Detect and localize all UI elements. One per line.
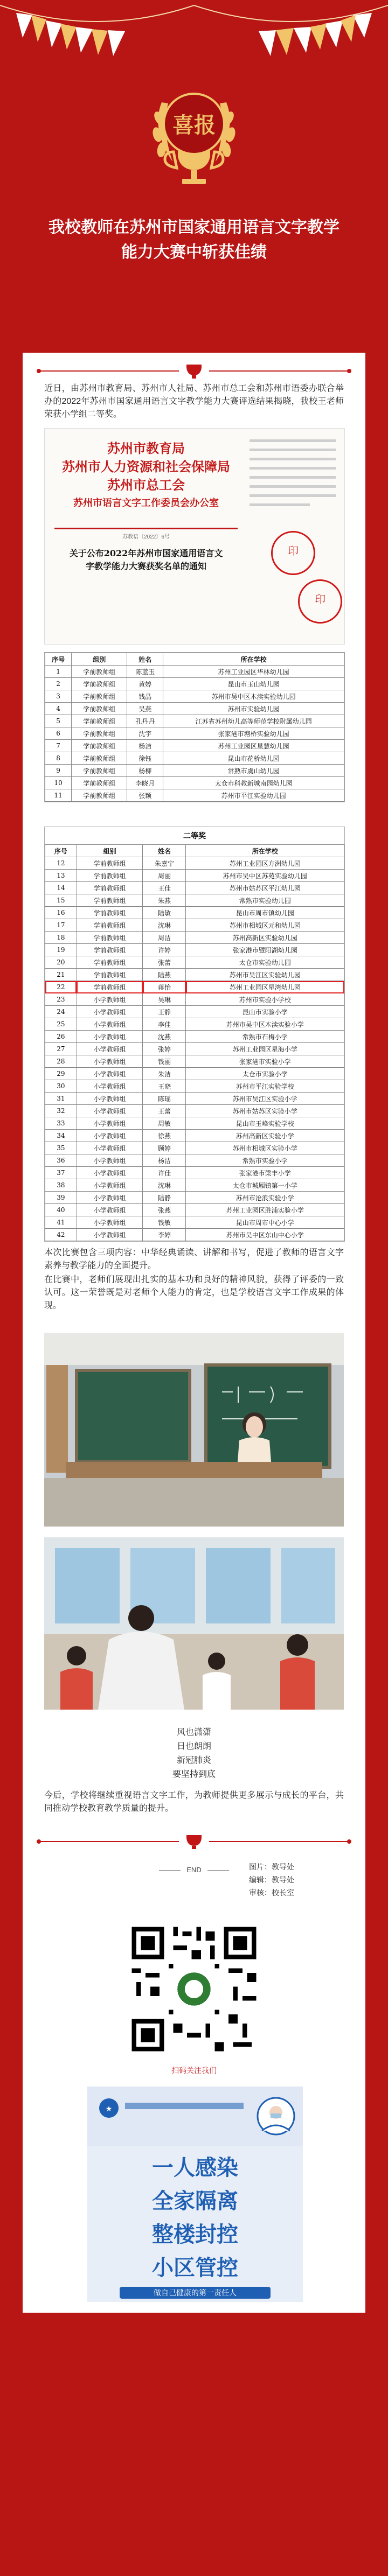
table-cell: 苏州市吴中区木渎实验幼儿园 <box>163 690 344 703</box>
credit-line: 图片：教导处 <box>249 1863 294 1871</box>
table-cell: 昆山市实验小学 <box>186 1006 344 1018</box>
table-cell: 11 <box>45 789 72 802</box>
table-row <box>45 1192 344 1204</box>
table-cell: 学前教师组 <box>77 882 143 894</box>
table-cell: 苏州市吴中区苏苑实验幼儿园 <box>186 870 344 882</box>
table-row <box>45 956 344 969</box>
table-cell: 29 <box>45 1068 77 1080</box>
body-paragraph: 本次比赛包含三项内容：中华经典诵读、讲解和书写，促进了教师的语言文字素养与教学能力的全面提升。 <box>44 1248 344 1270</box>
students-photo <box>44 1537 344 1710</box>
table-cell: 许佳 <box>143 1167 186 1179</box>
table-row <box>45 932 344 944</box>
table-cell: 苏州市吴江区实验小学 <box>186 1093 344 1105</box>
table-cell: 小学教师组 <box>77 1018 143 1031</box>
table-row <box>45 981 344 993</box>
table-cell: 40 <box>45 1204 77 1216</box>
table-cell: 37 <box>45 1167 77 1179</box>
document-rule <box>54 528 238 529</box>
table-cell: 42 <box>45 1229 77 1241</box>
table-row <box>45 666 344 678</box>
table-row <box>45 1229 344 1241</box>
table-cell: 学前教师组 <box>72 715 127 727</box>
classroom-photo <box>44 1333 344 1527</box>
table-cell: 陆燕 <box>143 969 186 981</box>
table-cell: 学前教师组 <box>72 678 127 690</box>
qr-code[interactable] <box>127 1922 261 2056</box>
table-cell: 太仓市实验小学 <box>186 1068 344 1080</box>
table-cell: 太仓市科教新城南园幼儿园 <box>163 777 344 789</box>
credits <box>249 1860 346 1899</box>
table-cell: 41 <box>45 1216 77 1229</box>
table-cell: 沈琳 <box>143 919 186 932</box>
table-cell: 周敏 <box>143 1117 186 1130</box>
official-seal: 印 <box>271 531 315 575</box>
table-row <box>45 777 344 789</box>
poem-line: 风也潇潇 <box>176 1728 211 1737</box>
headline: 我校教师在苏州市国家通用语言文字教学能力大赛中斩获佳绩 <box>48 219 340 261</box>
table-cell: 常熟市虞山幼儿园 <box>163 765 344 777</box>
table-cell: 30 <box>45 1080 77 1093</box>
table-row <box>45 1018 344 1031</box>
table-cell: 周洁 <box>143 932 186 944</box>
notice-document <box>44 428 345 645</box>
slogan-line: 整楼封控 <box>152 2223 238 2246</box>
table-cell: 学前教师组 <box>72 777 127 789</box>
table-cell: 13 <box>45 870 77 882</box>
table-cell: 学前教师组 <box>72 666 127 678</box>
table-cell: 25 <box>45 1018 77 1031</box>
table-cell: 苏州市相城区元和幼儿园 <box>186 919 344 932</box>
table-row <box>45 1130 344 1142</box>
table-cell: 杨洁 <box>143 1154 186 1167</box>
table-cell: 钱敏 <box>143 1216 186 1229</box>
poem-line: 要坚持到底 <box>172 1770 216 1779</box>
table-cell: 苏州市实验幼儿园 <box>163 703 344 715</box>
table-cell: 小学教师组 <box>77 1117 143 1130</box>
col-header: 序号 <box>45 653 72 666</box>
table-cell: 常熟市实验小学 <box>186 1154 344 1167</box>
slogan-line: 一人感染 <box>152 2156 238 2180</box>
table-cell: 3 <box>45 690 72 703</box>
table-cell: 32 <box>45 1105 77 1117</box>
table-cell: 苏州工业园区星海小学 <box>186 1043 344 1055</box>
poster-footer: 做自己健康的第一责任人 <box>120 2287 271 2299</box>
table-row <box>45 882 344 894</box>
table-cell: 黄婷 <box>127 678 163 690</box>
table-cell: 苏州市姑苏区实验小学 <box>186 1105 344 1117</box>
table-cell: 苏州工业园区华林幼儿园 <box>163 666 344 678</box>
table-cell: 1 <box>45 666 72 678</box>
table-cell: 昆山市周市镇幼儿园 <box>186 907 344 919</box>
table-row <box>45 789 344 802</box>
table-cell: 王佳 <box>143 882 186 894</box>
qr-caption: 扫码关注我们 <box>171 2066 217 2075</box>
table-cell: 小学教师组 <box>77 1031 143 1043</box>
table-cell: 苏州高新区实验小学 <box>186 1130 344 1142</box>
table-cell: 学前教师组 <box>72 727 127 740</box>
table-cell: 小学教师组 <box>77 1142 143 1154</box>
intro-paragraph: 近日，由苏州市教育局、苏州市人社局、苏州市总工会和苏州市语委办联合举办的2022年苏州市国家通用语言文字教学能力大赛评选结果揭晓，我校王老师荣获小学组二等奖。 <box>44 384 344 419</box>
table-cell: 28 <box>45 1055 77 1068</box>
table-row <box>45 944 344 956</box>
table-cell: 26 <box>45 1031 77 1043</box>
table-cell: 陆静 <box>143 1192 186 1204</box>
table-cell: 苏州工业园区胜浦实验小学 <box>186 1204 344 1216</box>
table-cell: 苏州市吴中区东山中心小学 <box>186 1229 344 1241</box>
table-cell: 沈燕 <box>143 1031 186 1043</box>
table-cell: 吴燕 <box>127 703 163 715</box>
table-cell: 昆山市玉峰实验学校 <box>186 1117 344 1130</box>
table-cell: 苏州工业园区方洲幼儿园 <box>186 857 344 870</box>
table-row <box>45 894 344 907</box>
table-cell: 钱晶 <box>127 690 163 703</box>
poem-line: 日也朗朗 <box>176 1742 211 1751</box>
table-cell: 小学教师组 <box>77 1167 143 1179</box>
table-cell: 16 <box>45 907 77 919</box>
table-cell: 李婷 <box>143 1229 186 1241</box>
table-cell: 学前教师组 <box>72 752 127 765</box>
table-cell: 小学教师组 <box>77 1043 143 1055</box>
table-cell: 张燕 <box>143 1204 186 1216</box>
col-header: 组别 <box>72 653 127 666</box>
table-cell: 小学教师组 <box>77 993 143 1006</box>
table-cell: 孔丹丹 <box>127 715 163 727</box>
table-cell: 沈宇 <box>127 727 163 740</box>
table-cell: 太仓市实验幼儿园 <box>186 956 344 969</box>
table-cell: 学前教师组 <box>77 857 143 870</box>
table-cell: 苏州工业园区星慧幼儿园 <box>163 740 344 752</box>
table-cell: 9 <box>45 765 72 777</box>
col-header: 所在学校 <box>163 653 344 666</box>
health-poster <box>87 2087 303 2302</box>
table-row <box>45 1043 344 1055</box>
table-cell: 学前教师组 <box>77 870 143 882</box>
table-cell: 朱燕 <box>143 894 186 907</box>
table-cell: 小学教师组 <box>77 1130 143 1142</box>
poem-line: 新冠肺炎 <box>176 1756 211 1765</box>
table-cell: 学前教师组 <box>77 944 143 956</box>
poster-banner <box>87 2087 303 2146</box>
table-cell: 小学教师组 <box>77 1105 143 1117</box>
table-cell: 学前教师组 <box>72 740 127 752</box>
table-cell: 朱嘉宁 <box>143 857 186 870</box>
org-line: 苏州市教育局 <box>107 440 185 456</box>
table-cell: 张家港市暨阳湖幼儿园 <box>186 944 344 956</box>
table-cell: 10 <box>45 777 72 789</box>
table-cell: 张婷 <box>143 1043 186 1055</box>
bottom-divider <box>23 1831 365 1852</box>
table-cell: 24 <box>45 1006 77 1018</box>
table-row <box>45 993 344 1006</box>
table-cell: 7 <box>45 740 72 752</box>
table-cell: 蒋怡 <box>143 981 186 993</box>
table-cell: 张家港市梁丰小学 <box>186 1167 344 1179</box>
table-cell: 太仓市城厢镇第一小学 <box>186 1179 344 1192</box>
table-cell: 苏州市平江实验学校 <box>186 1080 344 1093</box>
table-cell: 17 <box>45 919 77 932</box>
table-cell: 19 <box>45 944 77 956</box>
table-row <box>45 752 344 765</box>
poster-slogans <box>87 2151 303 2285</box>
table-cell: 12 <box>45 857 77 870</box>
table-row <box>45 678 344 690</box>
table-row <box>45 1179 344 1192</box>
table-cell: 苏州市平江实验幼儿园 <box>163 789 344 802</box>
award-table-2 <box>44 827 345 1242</box>
table-cell: 2 <box>45 678 72 690</box>
table-cell: 小学教师组 <box>77 1179 143 1192</box>
table-cell: 陆敏 <box>143 907 186 919</box>
table-cell: 钱丽 <box>143 1055 186 1068</box>
table-cell: 昆山市玉山幼儿园 <box>163 678 344 690</box>
poem <box>44 1726 344 1782</box>
document-number: 苏教语〔2022〕6号 <box>122 534 170 540</box>
notice-title: 关于公布2022年苏州市国家通用语言文字教学能力大赛获奖名单的通知 <box>69 548 223 571</box>
table-cell: 江苏省苏州幼儿高等师范学校附属幼儿园 <box>163 715 344 727</box>
table-cell: 陈蓝玉 <box>127 666 163 678</box>
table-cell: 张蕾 <box>143 956 186 969</box>
table-cell: 苏州市沧浪实验小学 <box>186 1192 344 1204</box>
table-row <box>45 1080 344 1093</box>
org-line: 苏州市人力资源和社会保障局 <box>62 459 230 474</box>
svg-text:★: ★ <box>105 2105 113 2113</box>
table-cell: 常熟市石梅小学 <box>186 1031 344 1043</box>
award-table-1 <box>44 652 345 802</box>
table-cell: 王蕾 <box>143 1105 186 1117</box>
col-header: 姓名 <box>143 845 186 857</box>
table-cell: 学前教师组 <box>77 919 143 932</box>
table-cell: 小学教师组 <box>77 1068 143 1080</box>
table-cell: 38 <box>45 1179 77 1192</box>
table-cell: 学前教师组 <box>72 703 127 715</box>
table-cell: 苏州市相城区实验小学 <box>186 1142 344 1154</box>
table-cell: 苏州市姑苏区平江幼儿园 <box>186 882 344 894</box>
table-cell: 22 <box>45 981 77 993</box>
table-cell: 苏州高新区实验幼儿园 <box>186 932 344 944</box>
table-cell: 学前教师组 <box>72 765 127 777</box>
table-cell: 15 <box>45 894 77 907</box>
table-title: 二等奖 <box>183 832 206 841</box>
table-row <box>45 740 344 752</box>
table-cell: 小学教师组 <box>77 1154 143 1167</box>
table-cell: 昆山市周市中心小学 <box>186 1216 344 1229</box>
table-cell: 朱洁 <box>143 1068 186 1080</box>
table-cell: 学前教师组 <box>77 907 143 919</box>
table-row <box>45 919 344 932</box>
table-cell: 36 <box>45 1154 77 1167</box>
bunting-decoration <box>0 0 388 70</box>
table-cell: 张家港市塘桥实验幼儿园 <box>163 727 344 740</box>
table-cell: 27 <box>45 1043 77 1055</box>
table-cell: 李晓月 <box>127 777 163 789</box>
table-cell: 张颖 <box>127 789 163 802</box>
table-cell: 小学教师组 <box>77 1204 143 1216</box>
document-body-lines <box>250 439 336 513</box>
table-cell: 学前教师组 <box>77 894 143 907</box>
title-badge <box>140 70 248 188</box>
closing-paragraph: 今后，学校将继续重视语言文字工作，为教师提供更多展示与成长的平台，共同推动学校教育教学质量的提升。 <box>44 1791 344 1813</box>
credit-line: 审核：校长室 <box>249 1888 294 1897</box>
table-row <box>45 969 344 981</box>
table-cell: 杨柳 <box>127 765 163 777</box>
official-seal: 印 <box>298 579 342 624</box>
body-paragraph-2: 在比赛中，老师们展现出扎实的基本功和良好的精神风貌，获得了评委的一致认可。这一荣誉既是对老师个人能力的肯定，也是学校语言文字工作成果的体现。 <box>44 1275 344 1310</box>
table-cell: 杨洁 <box>127 740 163 752</box>
table-cell: 苏州市实验小学校 <box>186 993 344 1006</box>
org-line: 苏州市语言文字工作委员会办公室 <box>73 498 219 509</box>
header <box>0 0 388 280</box>
table-cell: 18 <box>45 932 77 944</box>
table-cell: 34 <box>45 1130 77 1142</box>
table-row <box>45 690 344 703</box>
table-cell: 5 <box>45 715 72 727</box>
table-cell: 8 <box>45 752 72 765</box>
badge-text: 喜报 <box>172 113 216 138</box>
slogan-line: 小区管控 <box>152 2256 238 2280</box>
table-cell: 33 <box>45 1117 77 1130</box>
col-header: 姓名 <box>127 653 163 666</box>
table-row <box>45 703 344 715</box>
table-cell: 吴琳 <box>143 993 186 1006</box>
table-cell: 学前教师组 <box>77 956 143 969</box>
table-cell: 39 <box>45 1192 77 1204</box>
table-cell: 小学教师组 <box>77 1055 143 1068</box>
table-cell: 学前教师组 <box>77 981 143 993</box>
table-cell: 小学教师组 <box>77 1229 143 1241</box>
table-cell: 徐燕 <box>143 1130 186 1142</box>
table-cell: 小学教师组 <box>77 1006 143 1018</box>
table-row <box>45 727 344 740</box>
table-row <box>45 1068 344 1080</box>
table-cell: 苏州市吴江区实验幼儿园 <box>186 969 344 981</box>
table-cell: 昆山市花桥幼儿园 <box>163 752 344 765</box>
table-row <box>45 1216 344 1229</box>
table-cell: 苏州市吴中区木渎实验小学 <box>186 1018 344 1031</box>
table-cell: 6 <box>45 727 72 740</box>
table-row <box>45 1105 344 1117</box>
table-cell: 顾婷 <box>143 1142 186 1154</box>
end-text: END <box>186 1866 202 1874</box>
table-cell: 苏州工业园区星湾幼儿园 <box>186 981 344 993</box>
table-cell: 学前教师组 <box>72 789 127 802</box>
table-cell: 35 <box>45 1142 77 1154</box>
table-cell: 李佳 <box>143 1018 186 1031</box>
org-line: 苏州市总工会 <box>107 477 185 493</box>
content-card <box>23 353 365 2313</box>
table-row <box>45 1204 344 1216</box>
col-header: 序号 <box>45 845 77 857</box>
table-cell: 学前教师组 <box>77 969 143 981</box>
table-cell: 小学教师组 <box>77 1093 143 1105</box>
table-row <box>45 1055 344 1068</box>
table-row <box>45 907 344 919</box>
col-header: 所在学校 <box>186 845 344 857</box>
table-cell: 学前教师组 <box>72 690 127 703</box>
slogan-line: 全家隔离 <box>152 2189 238 2213</box>
table-row <box>45 1167 344 1179</box>
table-cell: 小学教师组 <box>77 1080 143 1093</box>
table-cell: 21 <box>45 969 77 981</box>
table-cell: 王静 <box>143 1006 186 1018</box>
table-row <box>45 1117 344 1130</box>
credit-line: 编辑：教导处 <box>249 1875 294 1884</box>
table-row <box>45 1006 344 1018</box>
table-cell: 张家港市实验小学 <box>186 1055 344 1068</box>
table-cell: 学前教师组 <box>77 932 143 944</box>
table-cell: 23 <box>45 993 77 1006</box>
top-divider <box>23 360 365 382</box>
table-cell: 陈瑶 <box>143 1093 186 1105</box>
table-row <box>45 857 344 870</box>
table-cell: 小学教师组 <box>77 1216 143 1229</box>
table-cell: 14 <box>45 882 77 894</box>
table-row <box>45 765 344 777</box>
col-header: 组别 <box>77 845 143 857</box>
table-row <box>45 1093 344 1105</box>
table-cell: 周丽 <box>143 870 186 882</box>
table-cell: 4 <box>45 703 72 715</box>
table-cell: 许婷 <box>143 944 186 956</box>
table-row <box>45 870 344 882</box>
table-row <box>45 715 344 727</box>
table-cell: 20 <box>45 956 77 969</box>
table-cell: 小学教师组 <box>77 1192 143 1204</box>
table-row <box>45 1154 344 1167</box>
table-row <box>45 1142 344 1154</box>
table-cell: 徐钰 <box>127 752 163 765</box>
table-cell: 常熟市实验幼儿园 <box>186 894 344 907</box>
table-cell: 31 <box>45 1093 77 1105</box>
table-row <box>45 1031 344 1043</box>
footer-strip <box>0 2509 388 2576</box>
table-cell: 王晓 <box>143 1080 186 1093</box>
document-org <box>54 439 238 513</box>
table-cell: 沈琳 <box>143 1179 186 1192</box>
